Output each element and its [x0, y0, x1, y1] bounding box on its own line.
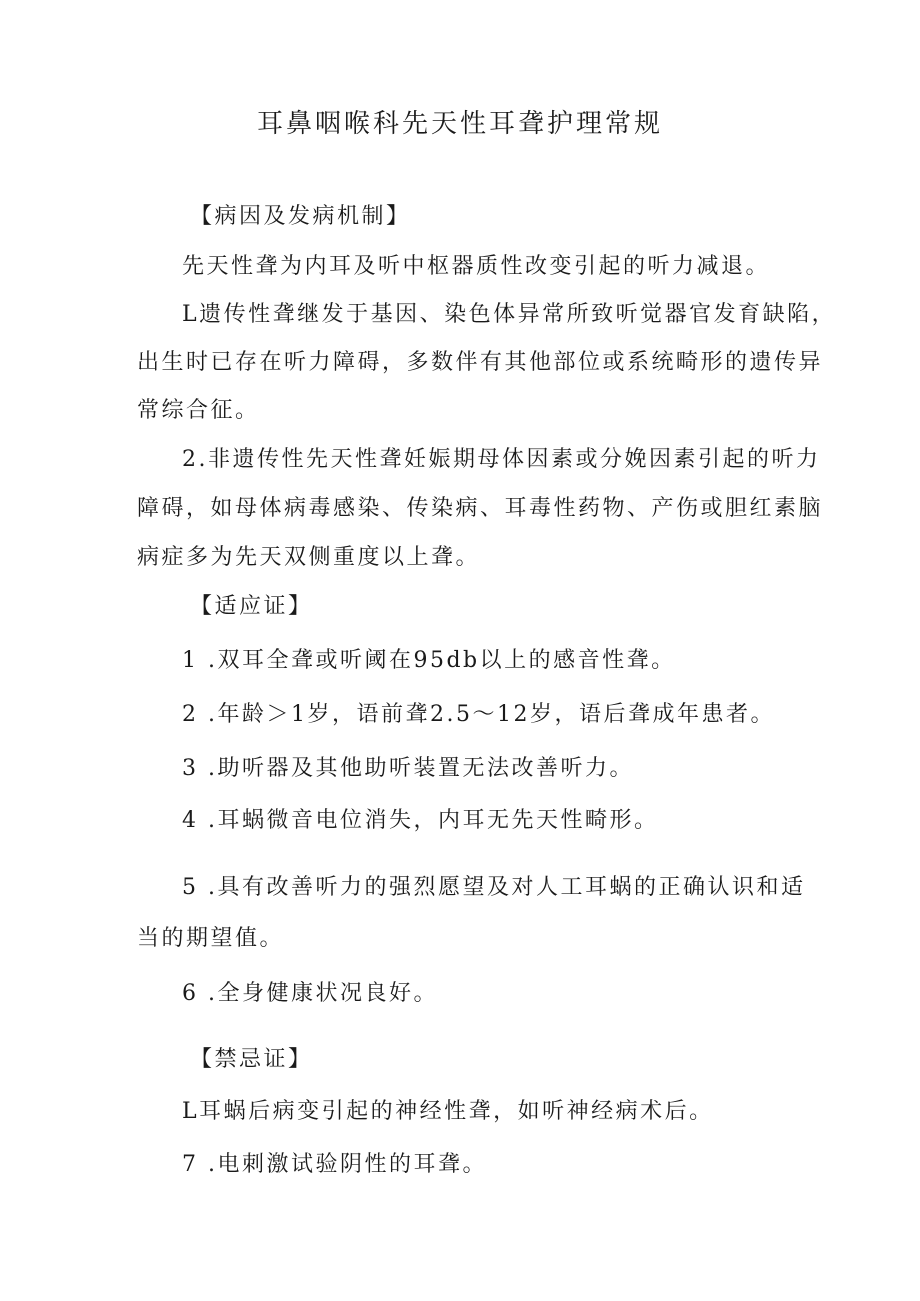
indication-item-4: 4 .耳蜗微音电位消失，内耳无先天性畸形。: [182, 808, 659, 833]
etiology-item-1-line-1: L遗传性聋继发于基因、染色体异常所致听觉器官发育缺陷，: [182, 302, 837, 327]
contraindication-item-1: L耳蜗后病变引起的神经性聋，如听神经病术后。: [182, 1099, 714, 1124]
document-title: 耳鼻咽喉科先天性耳聋护理常规: [256, 109, 663, 139]
etiology-item-1-line-3: 常综合征。: [137, 398, 260, 423]
section-heading-indications: 【适应证】: [190, 594, 313, 619]
etiology-intro: 先天性聋为内耳及听中枢器质性改变引起的听力减退。: [182, 254, 771, 279]
indication-item-2: 2 .年龄＞1岁，语前聋2.5～12岁，语后聋成年患者。: [182, 702, 775, 727]
section-heading-contraindications: 【禁忌证】: [190, 1047, 313, 1072]
indication-item-6: 6 .全身健康状况良好。: [182, 981, 438, 1006]
etiology-item-2-line-3: 病症多为先天双侧重度以上聋。: [137, 545, 481, 570]
section-heading-etiology: 【病因及发病机制】: [190, 204, 411, 229]
indication-item-3: 3 .助听器及其他助听装置无法改善听力。: [182, 756, 634, 781]
etiology-item-2-line-1: 2.非遗传性先天性聋妊娠期母体因素或分娩因素引起的听力: [182, 447, 821, 472]
etiology-item-1-line-2: 出生时已存在听力障碍，多数伴有其他部位或系统畸形的遗传异: [137, 350, 824, 375]
indication-item-5-line-2: 当的期望值。: [137, 926, 285, 951]
indication-item-5-line-1: 5 .具有改善听力的强烈愿望及对人工耳蜗的正确认识和适: [182, 875, 806, 900]
indication-item-1: 1 .双耳全聋或听阈在95db以上的感音性聋。: [182, 648, 676, 673]
etiology-item-2-line-2: 障碍，如母体病毒感染、传染病、耳毒性药物、产伤或胆红素脑: [137, 496, 824, 521]
contraindication-item-2: 7 .电刺激试验阴性的耳聋。: [182, 1152, 487, 1177]
